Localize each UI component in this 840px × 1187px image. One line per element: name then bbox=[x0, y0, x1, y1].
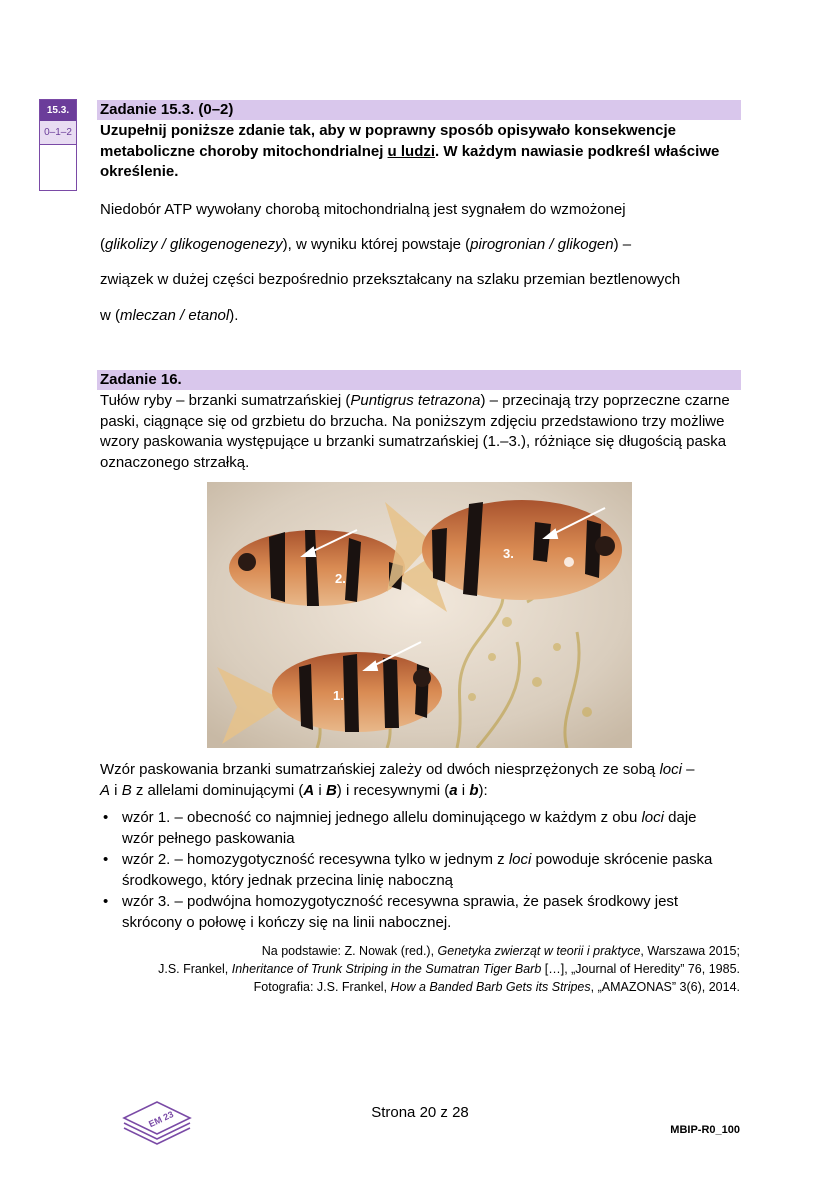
label-3: 3. bbox=[503, 546, 514, 561]
sentence-line-4 bbox=[100, 306, 740, 327]
bullet-2-loci: loci bbox=[508, 851, 532, 868]
sentence-line-1: Niedobór ATP wywołany chorobą mitochondrialną jest sygnałem do wzmożonej bbox=[100, 201, 626, 218]
source-3-title: How a Banded Barb Gets its Stripes bbox=[390, 980, 591, 994]
sentence-line-3: związek w dużej części bezpośrednio przekształcany na szlaku przemian beztlenowych bbox=[100, 271, 681, 288]
instruction-text-end: . W każdym nawiasie podkreśl właściwe określenie. bbox=[100, 142, 720, 180]
source-3 bbox=[140, 978, 740, 996]
label-1: 1. bbox=[333, 688, 344, 703]
bullet-2-text: wzór 2. – homozygotyczność recesywna tylko w jednym z bbox=[122, 851, 509, 868]
desc-dominant: z allelami dominującymi ( bbox=[131, 781, 304, 799]
sentence-line-2 bbox=[100, 235, 740, 256]
desc-recessive: ) i recesywnymi ( bbox=[336, 781, 450, 799]
source-3-b: , „AMAZONAS” 3(6), 2014. bbox=[590, 980, 740, 994]
pattern-list bbox=[100, 808, 730, 934]
logo-text: EM 23 bbox=[147, 1109, 175, 1130]
intro-text: Tułów ryby – brzanki sumatrzańskiej ( bbox=[100, 392, 351, 409]
page-number: Strona 20 z 28 bbox=[371, 1104, 469, 1121]
exam-logo bbox=[120, 1098, 194, 1148]
source-1-title: Genetyka zwierząt w teorii i praktyce bbox=[437, 944, 641, 958]
source-2-title: Inheritance of Trunk Striping in the Sumatran Tiger Barb bbox=[231, 962, 542, 976]
desc-dash: – bbox=[681, 761, 695, 778]
option-mleczan[interactable]: mleczan / etanol bbox=[120, 307, 230, 324]
option-pirogronian[interactable]: pirogronian / glikogen bbox=[470, 236, 614, 253]
sentence-end: ). bbox=[229, 307, 239, 324]
bullet-2-end: powoduje skrócenie paska środkowego, który jednak przecina linię naboczną bbox=[122, 851, 713, 889]
bullet-1-loci: loci bbox=[641, 809, 664, 826]
label-2: 2. bbox=[335, 571, 346, 586]
desc-and-2: i bbox=[314, 781, 326, 799]
bullet-3-text: wzór 3. – podwójna homozygotyczność recesywna sprawia, że pasek środkowy jest skrócony o połowę i kończy się na linii nabocznej. bbox=[122, 893, 679, 931]
task-15-3-title: Zadanie 15.3. (0–2) bbox=[97, 100, 741, 120]
source-3-a: Fotografia: J.S. Frankel, bbox=[253, 980, 391, 994]
bullet-1-end: daje wzór pełnego paskowania bbox=[122, 809, 697, 847]
instruction-underlined: u ludzi bbox=[387, 142, 436, 160]
task-number-badge: 15.3. bbox=[40, 100, 76, 121]
sentence-mid: ), w wyniku której powstaje ( bbox=[282, 236, 471, 253]
list-item bbox=[100, 850, 730, 891]
allele-B: B bbox=[325, 781, 337, 799]
source-1-b: , Warszawa 2015; bbox=[640, 944, 740, 958]
source-1 bbox=[140, 942, 740, 960]
allele-b: b bbox=[469, 781, 479, 799]
pattern-description bbox=[100, 760, 740, 801]
list-item bbox=[100, 892, 730, 933]
sources bbox=[140, 942, 740, 996]
instruction-text: Uzupełnij poniższe zdanie tak, aby w poprawny sposób opisywało konsekwencje metaboliczne choroby mitochondrialnej bbox=[100, 122, 676, 160]
option-glikolizy[interactable]: glikolizy / glikogenogenezy bbox=[105, 236, 283, 253]
exam-code: MBIP-R0_100 bbox=[670, 1124, 740, 1136]
locus-B: B bbox=[121, 781, 132, 799]
allele-A: A bbox=[303, 781, 315, 799]
desc-and-3: i bbox=[457, 781, 470, 799]
desc-text: Wzór paskowania brzanki sumatrzańskiej zależy od dwóch niesprzężonych ze sobą bbox=[100, 761, 660, 778]
allele-a: a bbox=[449, 781, 458, 799]
intro-text-end: ) – przecinają trzy poprzeczne czarne paski, ciągnące się od grzbietu do brzucha. Na poniższym zdjęciu przedstawiono trzy możliwe wzory paskowania występujące u brzanki sumatrzańskiej (1.–3.), różniące się długością paska oznaczonego strzałką. bbox=[100, 392, 730, 471]
bullet-1-text: wzór 1. – obecność co najmniej jednego allelu dominującego w każdym z obu bbox=[122, 809, 642, 826]
task-16-title: Zadanie 16. bbox=[97, 370, 741, 390]
fish-photo bbox=[207, 482, 632, 748]
paren-close: ) – bbox=[613, 236, 632, 253]
latin-name: Puntigrus tetrazona bbox=[350, 392, 481, 409]
task-16-intro bbox=[100, 391, 742, 473]
paren-open: ( bbox=[100, 236, 105, 253]
source-1-a: Na podstawie: Z. Nowak (red.), bbox=[261, 944, 438, 958]
loci-term: loci bbox=[659, 761, 682, 778]
list-item bbox=[100, 808, 730, 849]
source-2-b: […], „Journal of Heredity” 76, 1985. bbox=[541, 962, 740, 976]
sentence-w: w ( bbox=[100, 307, 120, 324]
desc-colon: ): bbox=[478, 781, 488, 799]
locus-A: A bbox=[100, 781, 111, 799]
source-2-a: J.S. Frankel, bbox=[158, 962, 232, 976]
task-15-3-instruction bbox=[100, 121, 720, 183]
desc-and: i bbox=[110, 781, 122, 799]
points-badge: 0–1–2 bbox=[40, 121, 76, 145]
source-2 bbox=[140, 960, 740, 978]
